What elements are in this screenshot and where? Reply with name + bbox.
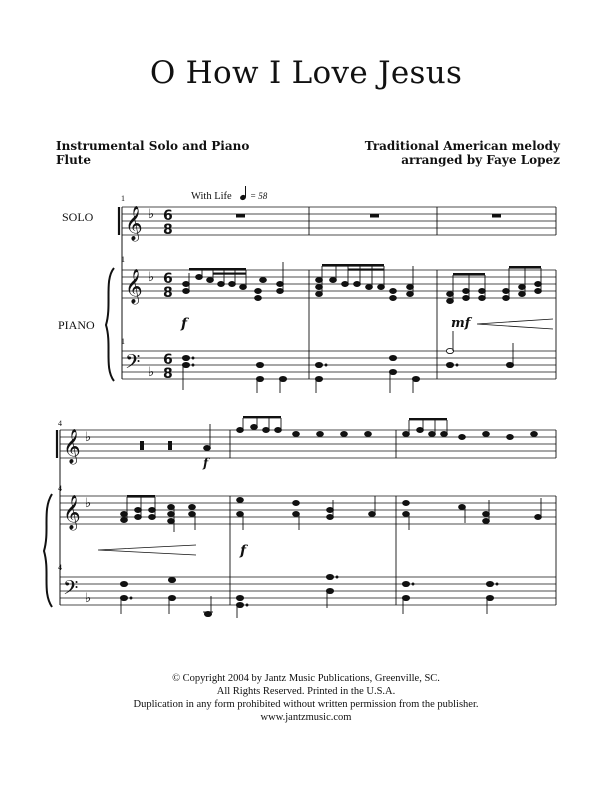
brace-icon [106, 268, 114, 381]
measure-number: 1 [121, 194, 125, 203]
piano-treble-notes-s2 [121, 495, 542, 532]
rests [236, 214, 501, 218]
flat-icon: ♭ [85, 591, 92, 606]
duplication-notice: Duplication in any form prohibited without written permission from the publisher. [133, 699, 479, 710]
dynamic-mezzo-forte: mf [451, 316, 471, 331]
treble-clef-icon: 𝄞 [125, 206, 143, 241]
solo-staff-label: SOLO [62, 210, 94, 224]
flat-icon: ♭ [85, 496, 92, 511]
flat-icon: ♭ [148, 207, 155, 222]
piano-bass-staff [60, 577, 556, 605]
svg-text:6: 6 [163, 208, 173, 224]
arranger-credit: arranged by Faye Lopez [401, 153, 560, 167]
bass-clef-icon: 𝄢 [125, 350, 141, 378]
composer-credit: Traditional American melody [364, 139, 560, 153]
treble-clef-icon: 𝄞 [63, 495, 81, 530]
tempo-bpm: = 58 [249, 191, 268, 201]
barlines [57, 207, 556, 605]
whole-rest-icon [492, 214, 501, 218]
time-signature [163, 208, 173, 382]
piano-treble-notes-s1 [183, 262, 542, 304]
treble-clef-icon: 𝄞 [125, 269, 143, 304]
measure-number: 4 [58, 563, 62, 572]
flat-icon: ♭ [148, 365, 155, 380]
svg-text:8: 8 [163, 366, 173, 382]
svg-text:8: 8 [163, 285, 173, 301]
treble-clef-icon: 𝄞 [63, 429, 81, 464]
staff-lines [60, 207, 556, 605]
flat-icon: ♭ [85, 430, 92, 445]
tempo-text: With Life [191, 191, 232, 202]
measure-number: 1 [121, 337, 125, 346]
measure-number: 4 [58, 484, 62, 493]
piano-bass-notes-s1 [182, 331, 513, 393]
copyright-line: © Copyright 2004 by Jantz Music Publications, Greenville, SC. [172, 673, 440, 684]
whole-rest-icon [236, 214, 245, 218]
rights-line: All Rights Reserved. Printed in the U.S.A. [216, 686, 396, 697]
solo-notes-s2 [140, 416, 537, 451]
solo-staff [60, 430, 556, 458]
publisher-url: www.jantzmusic.com [260, 712, 352, 723]
brace-icon [44, 494, 52, 607]
instrument-name: Flute [56, 153, 91, 167]
piano-staff-label: PIANO [58, 318, 95, 332]
flat-icon: ♭ [148, 270, 155, 285]
svg-text:8: 8 [163, 222, 173, 238]
page-title: O How I Love Jesus [149, 55, 463, 91]
whole-rest-icon [370, 214, 379, 218]
dynamic-forte: f [181, 316, 188, 332]
measure-number: 1 [121, 255, 125, 264]
instrumentation-line: Instrumental Solo and Piano [56, 139, 250, 153]
piano-bass-notes-s2 [120, 574, 498, 618]
measure-number: 4 [58, 419, 62, 428]
dynamic-forte: f [240, 543, 247, 559]
bass-clef-icon: 𝄢 [63, 576, 79, 604]
solo-staff [122, 207, 556, 235]
copyright-footer [0, 672, 612, 724]
svg-text:6: 6 [163, 352, 173, 368]
svg-text:6: 6 [163, 271, 173, 287]
dynamic-forte: f [203, 456, 209, 470]
